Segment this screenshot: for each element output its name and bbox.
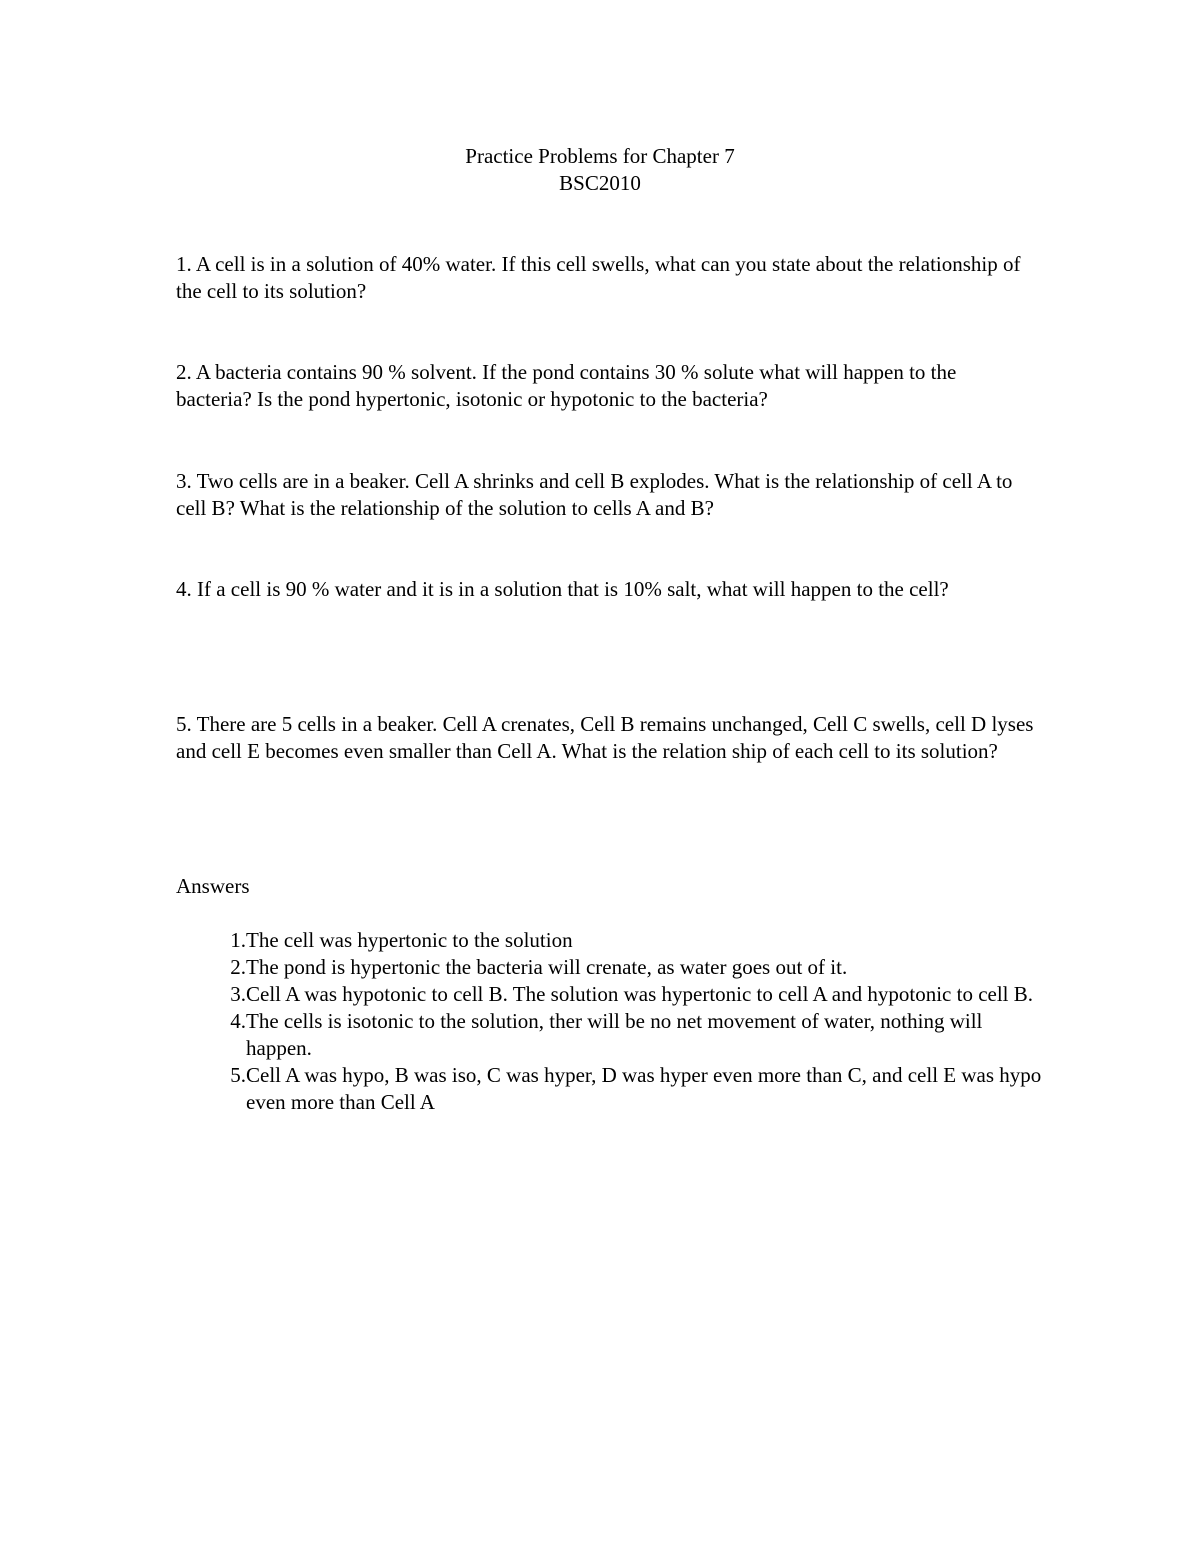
answer-number: 1.	[230, 928, 246, 952]
answer-item-4	[176, 1008, 1046, 1062]
answers-list	[176, 927, 1046, 1116]
course-code: BSC2010	[559, 171, 641, 195]
answer-number: 4.	[230, 1009, 246, 1033]
answers-heading: Answers	[176, 874, 250, 898]
answer-number: 2.	[230, 955, 246, 979]
answer-text: The pond is hypertonic the bacteria will crenate, as water goes out of it.	[246, 955, 848, 979]
page-title: Practice Problems for Chapter 7	[465, 144, 735, 168]
answer-item-1	[176, 927, 1046, 954]
answer-text: Cell A was hypotonic to cell B. The solution was hypertonic to cell A and hypotonic to cell B.	[246, 982, 1034, 1006]
answer-item-5	[176, 1062, 1046, 1116]
answer-item-2	[176, 954, 1046, 981]
question-1: 1. A cell is in a solution of 40% water. If this cell swells, what can you state about the relationship of the cell to its solution?	[176, 252, 1021, 303]
answer-text: Cell A was hypo, B was iso, C was hyper, D was hyper even more than C, and cell E was hypo even more than Cell A	[246, 1063, 1042, 1114]
question-5: 5. There are 5 cells in a beaker. Cell A crenates, Cell B remains unchanged, Cell C swells, cell D lyses and cell E becomes even smaller than Cell A. What is the relation ship of each cell to its solution?	[176, 712, 1034, 763]
question-3: 3. Two cells are in a beaker. Cell A shrinks and cell B explodes. What is the relationship of cell A to cell B? What is the relationship of the solution to cells A and B?	[176, 469, 1013, 520]
answer-number: 3.	[230, 982, 246, 1006]
answer-item-3	[176, 981, 1046, 1008]
answer-text: The cells is isotonic to the solution, ther will be no net movement of water, nothing will happen.	[246, 1009, 983, 1060]
question-4: 4. If a cell is 90 % water and it is in a solution that is 10% salt, what will happen to the cell?	[176, 577, 949, 601]
answer-text: The cell was hypertonic to the solution	[246, 928, 573, 952]
question-2: 2. A bacteria contains 90 % solvent. If the pond contains 30 % solute what will happen to the bacteria? Is the pond hypertonic, isotonic or hypotonic to the bacteria?	[176, 360, 957, 411]
title-block	[0, 143, 1200, 197]
answer-number: 5.	[230, 1063, 246, 1087]
